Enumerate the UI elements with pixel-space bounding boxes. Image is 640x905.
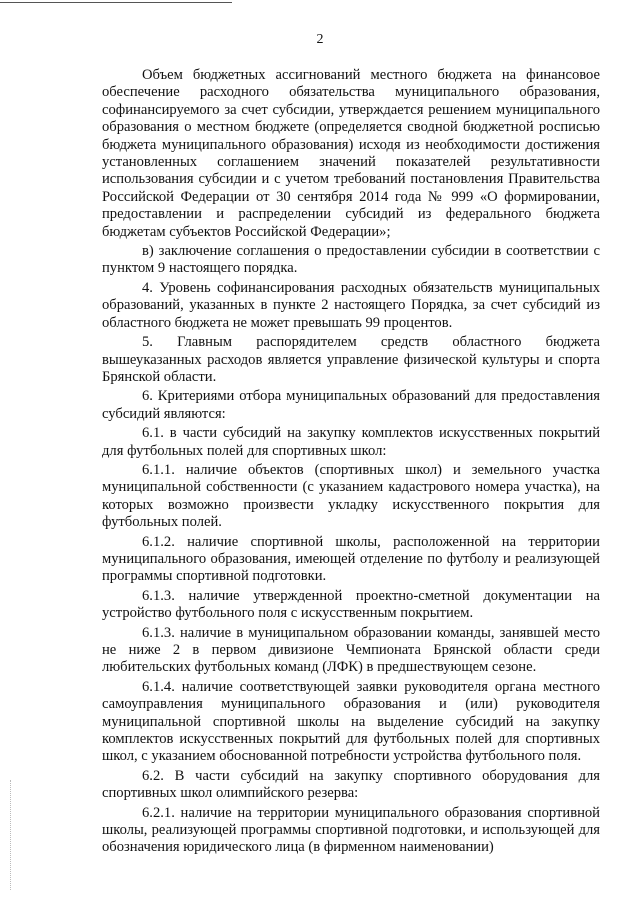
paragraph-chief-administrator: 5. Главным распорядителем средств областного бюджета вышеуказанных расходов является управление физической культуры и спорта Брянской области.	[102, 334, 600, 385]
paragraph-6-1-2: 6.1.2. наличие спортивной школы, расположенной на территории муниципального образования, имеющей отделение по футболу и реализующей программы спортивной подготовки.	[102, 533, 600, 585]
paragraph-6-1-1: 6.1.1. наличие объектов (спортивных школ) и земельного участка муниципальной собственности (с указанием кадастрового номера участка), на которых возможно произвести укладку искусственного покрытия для футбольных полей.	[102, 461, 600, 531]
paragraph-6-1: 6.1. в части субсидий на закупку комплектов искусственных покрытий для футбольных полей для спортивных школ:	[102, 425, 600, 459]
top-rule	[0, 2, 232, 3]
paragraph-6-1-3-design-docs: 6.1.3. наличие утвержденной проектно-сметной документации на устройство футбольного поля с искусственным покрытием.	[102, 587, 600, 622]
page-number: 2	[316, 32, 324, 47]
paragraph-6-2: 6.2. В части субсидий на закупку спортивного оборудования для спортивных школ олимпийского резерва:	[102, 767, 600, 802]
paragraph-6-2-1: 6.2.1. наличие на территории муниципального образования спортивной школы, реализующей программы спортивной подготовки, и использующей для обозначения юридического лица (в фирменном наименовании)	[102, 804, 600, 856]
document-body	[102, 67, 600, 859]
paragraph-6-1-3-team: 6.1.3. наличие в муниципальном образовании команды, занявшей место не ниже 2 в первом дивизионе Чемпионата Брянской области среди любительских футбольных команд (ЛФК) в предшествующем сезоне.	[102, 624, 600, 676]
paragraph-selection-criteria: 6. Критериями отбора муниципальных образований для предоставления субсидий являются:	[102, 388, 600, 422]
paragraph-budget-allocations: Объем бюджетных ассигнований местного бюджета на финансовое обеспечение расходного обязательства муниципального образования, софинансируемого за счет субсидии, утверждается решением муниципального образования о местном бюджете (определяется сводной бюджетной росписью бюджета муниципального образования) исходя из необходимости достижения установленных соглашением значений показателей результативности использования субсидии и с учетом требований постановления Правительства Российской Федерации от 30 сентября 2014 года № 999 «О формировании, предоставлении и распределении субсидий из федерального бюджета бюджетам субъектов Российской Федерации»;	[102, 67, 600, 240]
paragraph-6-1-4: 6.1.4. наличие соответствующей заявки руководителя органа местного самоуправления муниципального образования и (или) руководителя муниципальной спортивной школы на выделение субсидий на закупку комплектов искусственных покрытий для футбольных полей для спортивных школ, с указанием обоснованной потребности устройства футбольного поля.	[102, 678, 600, 765]
scan-margin-marks	[10, 780, 15, 890]
paragraph-cofinancing-level: 4. Уровень софинансирования расходных обязательств муниципальных образований, указанных в пункте 2 настоящего Порядка, за счет субсидий из областного бюджета не может превышать 99 процентов.	[102, 279, 600, 331]
paragraph-agreement-conclusion: в) заключение соглашения о предоставлении субсидии в соответствии с пунктом 9 настоящего порядка.	[102, 243, 600, 277]
